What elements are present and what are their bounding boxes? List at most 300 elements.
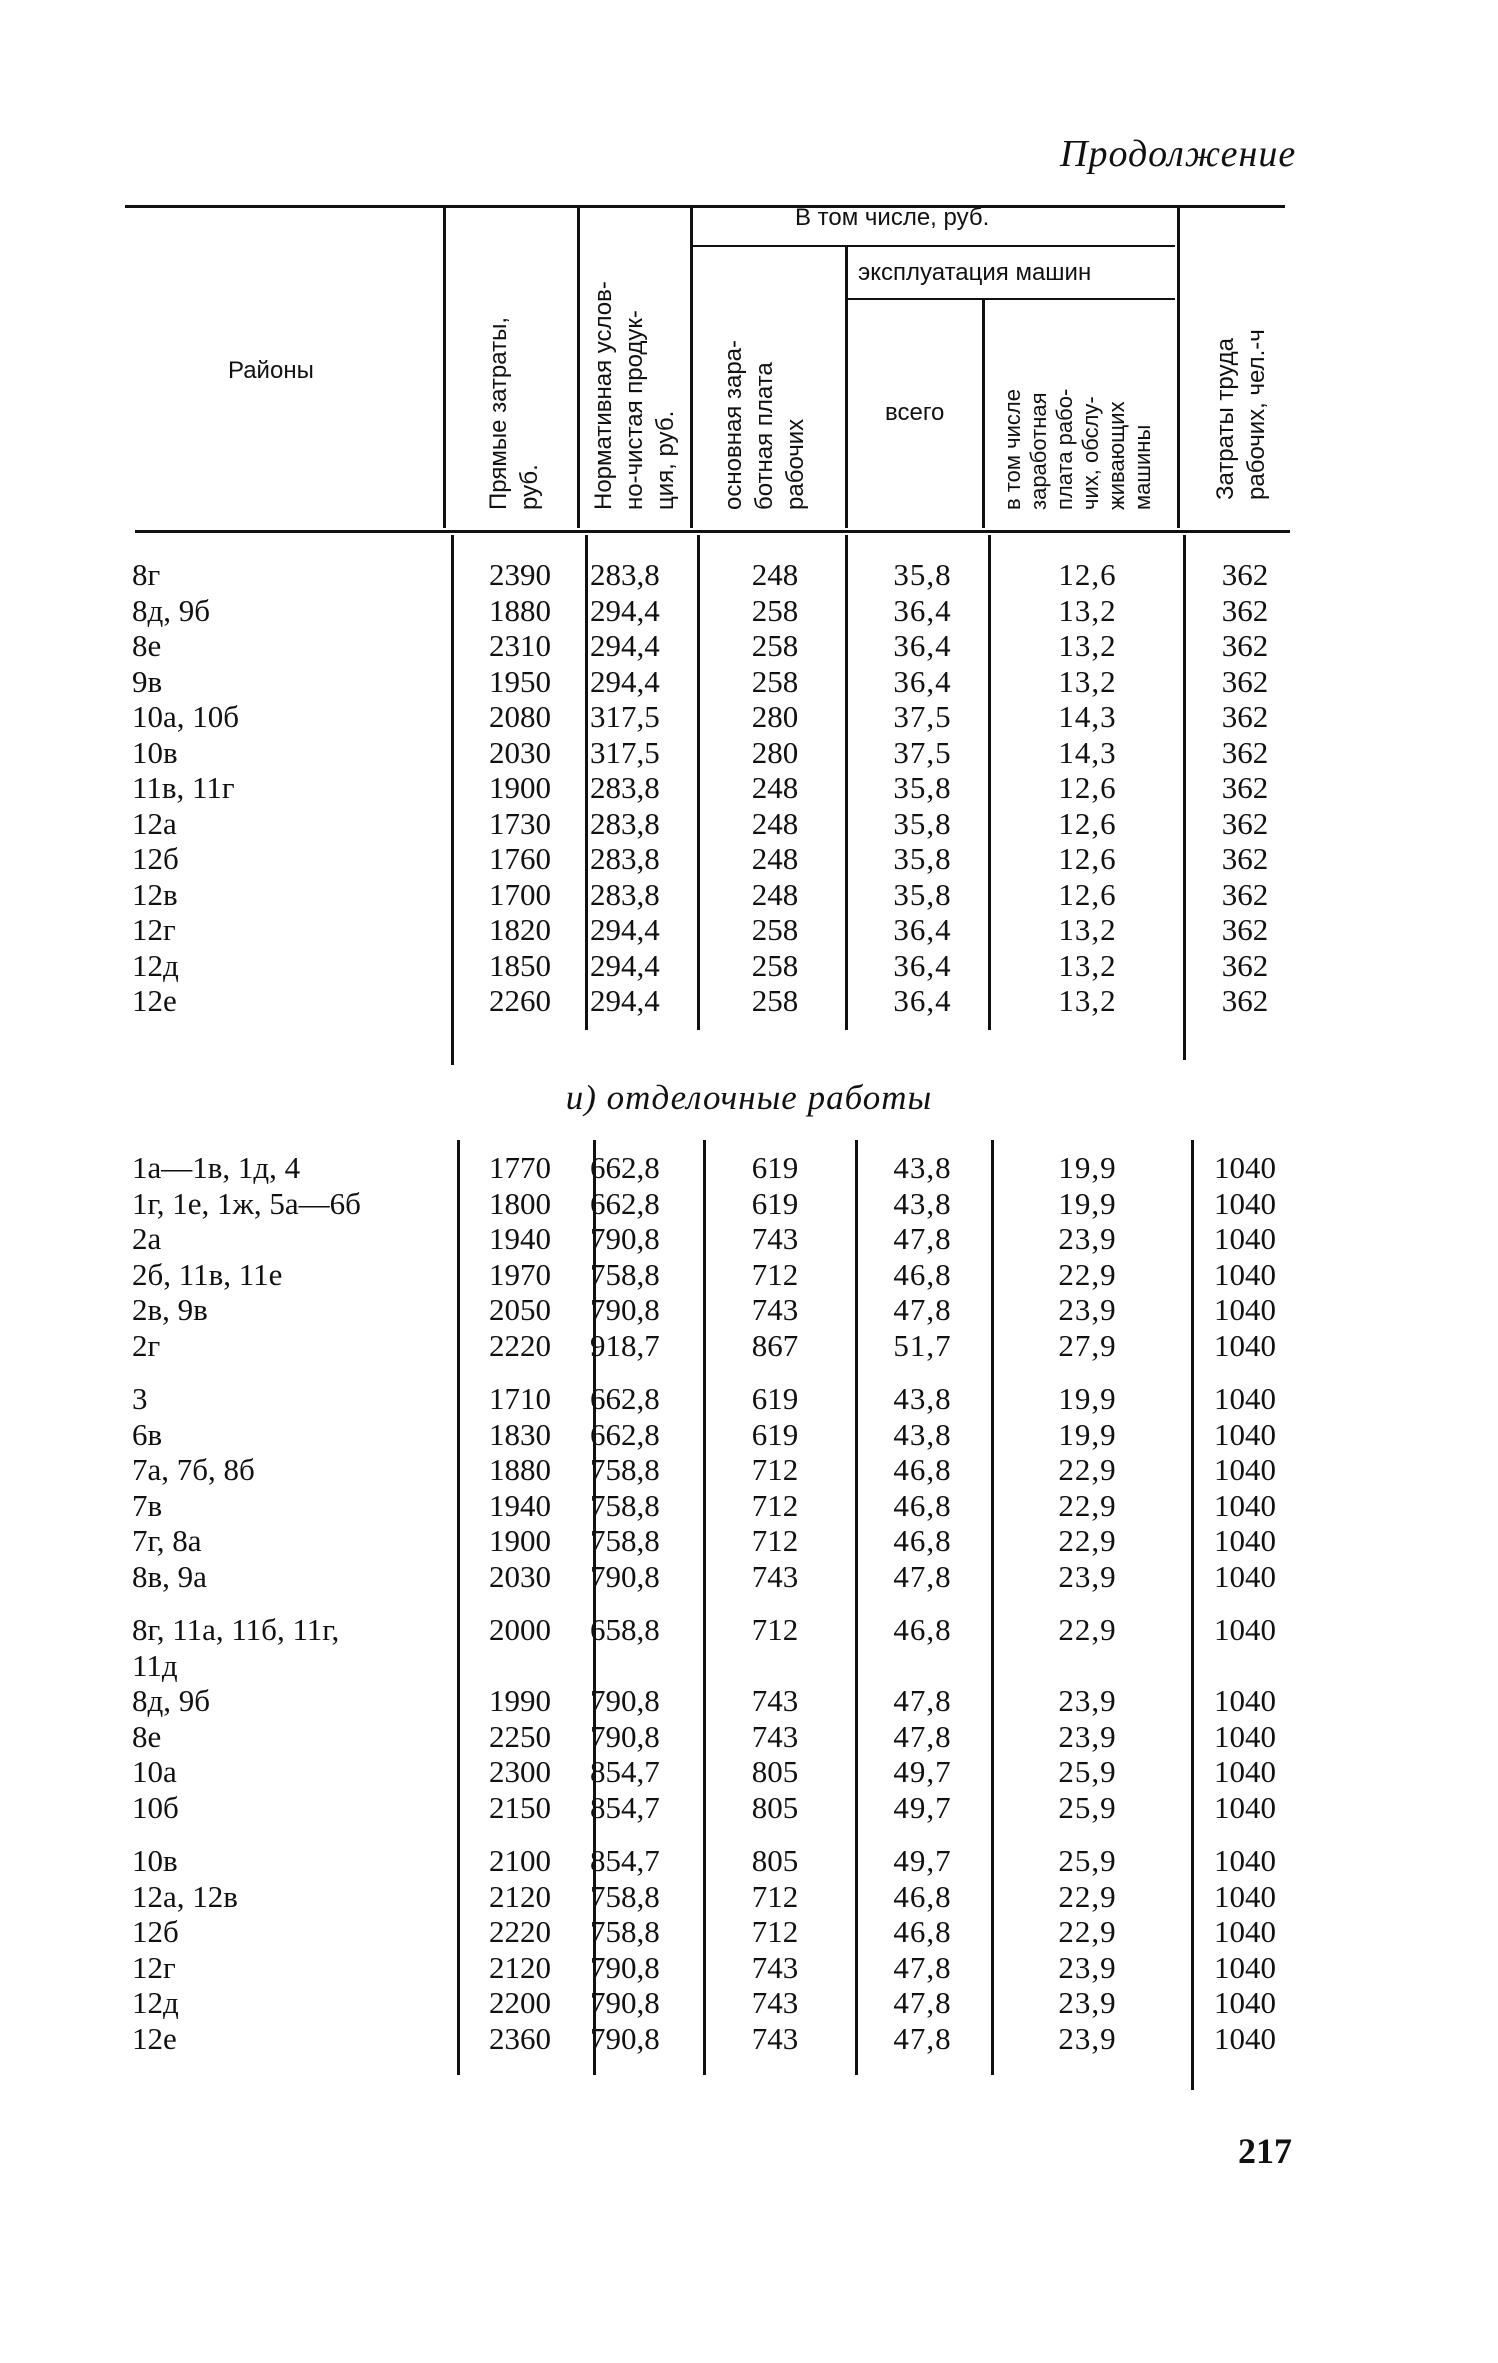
normative-cell: 283,8 (590, 557, 660, 592)
base-wage-cell: 248 (751, 841, 799, 876)
machine-wage-cell: 13,2 (1058, 593, 1117, 628)
direct-costs-cell: 2080 (489, 699, 551, 734)
labor-cell: 1040 (1214, 1559, 1276, 1594)
normative-cell: 658,8 (590, 1612, 660, 1647)
table-row (0, 770, 1498, 805)
header-incl-wage-line-6: машины (1130, 424, 1155, 510)
machine-wage-cell: 23,9 (1058, 1559, 1117, 1594)
machine-wage-cell: 19,9 (1058, 1186, 1117, 1221)
machine-total-cell: 47,8 (893, 1221, 952, 1256)
table-row (0, 1879, 1498, 1914)
district-cell: 11в, 11г (132, 770, 235, 805)
machine-wage-cell: 23,9 (1058, 1985, 1117, 2020)
labor-cell: 362 (1221, 948, 1269, 983)
including-rule (692, 245, 1175, 247)
machine-wage-cell: 22,9 (1058, 1914, 1117, 1949)
machine-total-cell: 47,8 (893, 1985, 952, 2020)
normative-cell: 283,8 (590, 841, 660, 876)
machine-total-cell: 46,8 (893, 1612, 952, 1647)
district-cell: 10в (132, 735, 178, 770)
machine-total-cell: 47,8 (893, 1950, 952, 1985)
header-divider-3 (690, 208, 693, 528)
labor-cell: 1040 (1214, 1150, 1276, 1185)
machine-total-cell: 35,8 (893, 877, 952, 912)
machine-wage-cell: 12,6 (1058, 557, 1117, 592)
direct-costs-cell: 2390 (489, 557, 551, 592)
district-cell: 2б, 11в, 11е (132, 1257, 283, 1292)
machine-total-cell: 46,8 (893, 1879, 952, 1914)
table-row (0, 912, 1498, 947)
machine-wage-cell: 22,9 (1058, 1879, 1117, 1914)
direct-costs-cell: 2120 (489, 1950, 551, 1985)
base-wage-cell: 248 (751, 557, 799, 592)
direct-costs-cell: 1950 (489, 664, 551, 699)
machine-total-cell: 46,8 (893, 1257, 952, 1292)
base-wage-cell: 743 (751, 1683, 799, 1718)
machine-wage-cell: 23,9 (1058, 1221, 1117, 1256)
base-wage-cell: 619 (751, 1186, 799, 1221)
section-title: и) отделочные работы (565, 1078, 933, 1117)
machine-wage-cell: 14,3 (1058, 699, 1117, 734)
direct-costs-cell: 1730 (489, 806, 551, 841)
header-total: всего (885, 399, 945, 426)
district-cell: 6в (132, 1417, 163, 1452)
base-wage-cell: 248 (751, 770, 799, 805)
base-wage-cell: 743 (751, 1985, 799, 2020)
table-row (0, 877, 1498, 912)
machine-wage-cell: 19,9 (1058, 1417, 1117, 1452)
header-normative (588, 281, 681, 510)
machine-total-cell: 49,7 (893, 1790, 952, 1825)
direct-costs-cell: 2030 (489, 1559, 551, 1594)
labor-cell: 362 (1221, 735, 1269, 770)
header-normative-line-2: но-чистая продук- (621, 310, 648, 510)
normative-cell: 662,8 (590, 1150, 660, 1185)
machine-total-cell: 43,8 (893, 1381, 952, 1416)
base-wage-cell: 248 (751, 806, 799, 841)
base-wage-cell: 258 (751, 593, 799, 628)
machine-total-cell: 46,8 (893, 1523, 952, 1558)
machine-total-cell: 37,5 (893, 735, 952, 770)
normative-cell: 283,8 (590, 770, 660, 805)
labor-cell: 362 (1221, 983, 1269, 1018)
machine-total-cell: 35,8 (893, 557, 952, 592)
normative-cell: 283,8 (590, 806, 660, 841)
base-wage-cell: 258 (751, 628, 799, 663)
direct-costs-cell: 2150 (489, 1790, 551, 1825)
table-row (0, 557, 1498, 592)
normative-cell: 790,8 (590, 2021, 660, 2056)
normative-cell: 790,8 (590, 1683, 660, 1718)
base-wage-cell: 712 (751, 1257, 799, 1292)
labor-cell: 1040 (1214, 1488, 1276, 1523)
machine-wage-cell: 22,9 (1058, 1488, 1117, 1523)
normative-cell: 790,8 (590, 1719, 660, 1754)
direct-costs-cell: 1700 (489, 877, 551, 912)
machine-total-cell: 36,4 (893, 628, 952, 663)
machine-wage-cell: 22,9 (1058, 1452, 1117, 1487)
direct-costs-cell: 1990 (489, 1683, 551, 1718)
direct-costs-cell: 1800 (489, 1186, 551, 1221)
header-divider-4 (845, 247, 848, 528)
district-cell: 11д (132, 1648, 178, 1683)
normative-cell: 758,8 (590, 1914, 660, 1949)
base-wage-cell: 258 (751, 983, 799, 1018)
normative-cell: 294,4 (590, 664, 660, 699)
header-labor-line-1: Затраты труда (1212, 337, 1239, 500)
machine-wage-cell: 12,6 (1058, 806, 1117, 841)
normative-cell: 294,4 (590, 948, 660, 983)
normative-cell: 294,4 (590, 983, 660, 1018)
base-wage-cell: 805 (751, 1843, 799, 1878)
machine-total-cell: 36,4 (893, 593, 952, 628)
normative-cell: 790,8 (590, 1292, 660, 1327)
district-cell: 12е (132, 2021, 177, 2056)
district-cell: 10в (132, 1843, 178, 1878)
header-incl-wage-line-1: в том числе (1000, 389, 1025, 510)
labor-cell: 362 (1221, 912, 1269, 947)
header-labor-line-2: рабочих, чел.-ч (1243, 329, 1270, 500)
normative-cell: 854,7 (590, 1790, 660, 1825)
district-cell: 8г, 11а, 11б, 11г, (132, 1612, 340, 1647)
district-cell: 2г (132, 1328, 161, 1363)
base-wage-cell: 280 (751, 735, 799, 770)
machine-wage-cell: 13,2 (1058, 983, 1117, 1018)
direct-costs-cell: 1900 (489, 770, 551, 805)
direct-costs-cell: 2360 (489, 2021, 551, 2056)
machine-total-cell: 36,4 (893, 912, 952, 947)
machine-total-cell: 43,8 (893, 1150, 952, 1185)
base-wage-cell: 712 (751, 1523, 799, 1558)
direct-costs-cell: 1770 (489, 1150, 551, 1185)
header-base-wage-line-1: основная зара- (720, 339, 747, 510)
machine-wage-cell: 25,9 (1058, 1790, 1117, 1825)
machine-wage-cell: 19,9 (1058, 1150, 1117, 1185)
district-cell: 12е (132, 983, 177, 1018)
normative-cell: 283,8 (590, 877, 660, 912)
district-cell: 10а, 10б (132, 699, 240, 734)
header-base-wage (718, 340, 811, 510)
table-row (0, 1612, 1498, 1647)
table-row (0, 983, 1498, 1018)
district-cell: 12д (132, 948, 179, 983)
machine-wage-cell: 22,9 (1058, 1612, 1117, 1647)
normative-cell: 758,8 (590, 1452, 660, 1487)
district-cell: 12а, 12в (132, 1879, 238, 1914)
machine-wage-cell: 27,9 (1058, 1328, 1117, 1363)
machine-wage-cell: 23,9 (1058, 1683, 1117, 1718)
table-row (0, 1719, 1498, 1754)
district-cell: 7а, 7б, 8б (132, 1452, 255, 1487)
table-row (0, 1985, 1498, 2020)
base-wage-cell: 743 (751, 1559, 799, 1594)
direct-costs-cell: 2310 (489, 628, 551, 663)
district-cell: 12г (132, 1950, 176, 1985)
direct-costs-cell: 1880 (489, 1452, 551, 1487)
machine-total-cell: 35,8 (893, 770, 952, 805)
normative-cell: 854,7 (590, 1754, 660, 1789)
district-cell: 9в (132, 664, 163, 699)
header-district: Районы (228, 357, 314, 384)
page-number: 217 (1238, 2131, 1292, 2171)
direct-costs-cell: 2250 (489, 1719, 551, 1754)
table-row (0, 1648, 1498, 1683)
machine-total-cell: 47,8 (893, 1683, 952, 1718)
direct-costs-cell: 2030 (489, 735, 551, 770)
header-normative-line-1: Нормативная услов- (590, 281, 617, 510)
direct-costs-cell: 2000 (489, 1612, 551, 1647)
machine-wage-cell: 12,6 (1058, 841, 1117, 876)
table-row (0, 1790, 1498, 1825)
machine-wage-cell: 22,9 (1058, 1257, 1117, 1292)
machine-wage-cell: 13,2 (1058, 664, 1117, 699)
district-cell: 8в, 9а (132, 1559, 207, 1594)
direct-costs-cell: 1940 (489, 1488, 551, 1523)
header-incl-wage-line-5: живающих (1104, 401, 1129, 510)
machine-wage-cell: 22,9 (1058, 1523, 1117, 1558)
district-cell: 10б (132, 1790, 179, 1825)
table-row (0, 1754, 1498, 1789)
district-cell: 8е (132, 628, 162, 663)
labor-cell: 1040 (1214, 1843, 1276, 1878)
direct-costs-cell: 2220 (489, 1328, 551, 1363)
normative-cell: 758,8 (590, 1257, 660, 1292)
table-row (0, 1292, 1498, 1327)
table-row (0, 2021, 1498, 2056)
labor-cell: 1040 (1214, 1452, 1276, 1487)
labor-cell: 362 (1221, 877, 1269, 912)
district-cell: 12б (132, 841, 179, 876)
machine-wage-cell: 23,9 (1058, 1292, 1117, 1327)
normative-cell: 918,7 (590, 1328, 660, 1363)
base-wage-cell: 743 (751, 1950, 799, 1985)
base-wage-cell: 619 (751, 1381, 799, 1416)
table-row (0, 593, 1498, 628)
base-wage-cell: 280 (751, 699, 799, 734)
labor-cell: 1040 (1214, 1950, 1276, 1985)
machine-total-cell: 36,4 (893, 664, 952, 699)
labor-cell: 1040 (1214, 1523, 1276, 1558)
labor-cell: 1040 (1214, 1257, 1276, 1292)
normative-cell: 758,8 (590, 1488, 660, 1523)
labor-cell: 362 (1221, 664, 1269, 699)
normative-cell: 294,4 (590, 628, 660, 663)
direct-costs-cell: 2300 (489, 1754, 551, 1789)
normative-cell: 662,8 (590, 1186, 660, 1221)
district-cell: 8г (132, 557, 161, 592)
direct-costs-cell: 1880 (489, 593, 551, 628)
machine-wage-cell: 25,9 (1058, 1754, 1117, 1789)
base-wage-cell: 743 (751, 1719, 799, 1754)
base-wage-cell: 712 (751, 1452, 799, 1487)
machine-total-cell: 49,7 (893, 1754, 952, 1789)
district-cell: 1а—1в, 1д, 4 (132, 1150, 301, 1185)
district-cell: 12а (132, 806, 177, 841)
table-row (0, 1914, 1498, 1949)
table-row (0, 948, 1498, 983)
machine-total-cell: 47,8 (893, 2021, 952, 2056)
header-top-rule (125, 205, 1285, 208)
labor-cell: 1040 (1214, 1879, 1276, 1914)
header-incl-wage-line-2: заработная (1026, 392, 1051, 510)
machine-wage-cell: 13,2 (1058, 948, 1117, 983)
machine-total-cell: 47,8 (893, 1559, 952, 1594)
table-row (0, 1257, 1498, 1292)
base-wage-cell: 712 (751, 1914, 799, 1949)
header-divider-5 (982, 300, 985, 528)
direct-costs-cell: 2050 (489, 1292, 551, 1327)
machine-wage-cell: 23,9 (1058, 1950, 1117, 1985)
direct-costs-cell: 2260 (489, 983, 551, 1018)
machine-wage-cell: 19,9 (1058, 1381, 1117, 1416)
direct-costs-cell: 1760 (489, 841, 551, 876)
district-cell: 12в (132, 877, 178, 912)
header-base-wage-line-2: ботная плата (751, 362, 778, 510)
base-wage-cell: 258 (751, 912, 799, 947)
header-incl-wage (1000, 389, 1156, 510)
normative-cell: 662,8 (590, 1381, 660, 1416)
normative-cell: 790,8 (590, 1985, 660, 2020)
machine-total-cell: 43,8 (893, 1186, 952, 1221)
base-wage-cell: 619 (751, 1150, 799, 1185)
machine-total-cell: 35,8 (893, 806, 952, 841)
normative-cell: 317,5 (590, 735, 660, 770)
machine-total-cell: 47,8 (893, 1292, 952, 1327)
base-wage-cell: 248 (751, 877, 799, 912)
machine-total-cell: 49,7 (893, 1843, 952, 1878)
labor-cell: 1040 (1214, 1790, 1276, 1825)
table-row (0, 1381, 1498, 1416)
base-wage-cell: 805 (751, 1754, 799, 1789)
direct-costs-cell: 2100 (489, 1843, 551, 1878)
district-cell: 7г, 8а (132, 1523, 202, 1558)
district-cell: 12д (132, 1985, 179, 2020)
labor-cell: 1040 (1214, 1985, 1276, 2020)
district-cell: 2в, 9в (132, 1292, 208, 1327)
table-row (0, 806, 1498, 841)
labor-cell: 362 (1221, 699, 1269, 734)
machine-wage-cell: 12,6 (1058, 877, 1117, 912)
header-base-wage-line-3: рабочих (782, 418, 809, 510)
labor-cell: 362 (1221, 806, 1269, 841)
table-row (0, 1417, 1498, 1452)
header-normative-line-3: ция, руб. (652, 410, 679, 510)
table-row (0, 1452, 1498, 1487)
base-wage-cell: 743 (751, 2021, 799, 2056)
machine-wage-cell: 23,9 (1058, 1719, 1117, 1754)
header-divider-6 (1177, 208, 1180, 528)
table-row (0, 735, 1498, 770)
base-wage-cell: 743 (751, 1292, 799, 1327)
machine-wage-cell: 23,9 (1058, 2021, 1117, 2056)
header-divider-1 (443, 208, 446, 528)
machine-wage-cell: 12,6 (1058, 770, 1117, 805)
table-row (0, 1559, 1498, 1594)
table-row (0, 1221, 1498, 1256)
labor-cell: 1040 (1214, 1186, 1276, 1221)
direct-costs-cell: 1850 (489, 948, 551, 983)
district-cell: 10а (132, 1754, 177, 1789)
table-row (0, 699, 1498, 734)
labor-cell: 1040 (1214, 1914, 1276, 1949)
machine-total-cell: 37,5 (893, 699, 952, 734)
table-row (0, 1523, 1498, 1558)
labor-cell: 1040 (1214, 1719, 1276, 1754)
machine-total-cell: 47,8 (893, 1719, 952, 1754)
table-row (0, 1150, 1498, 1185)
base-wage-cell: 258 (751, 664, 799, 699)
normative-cell: 790,8 (590, 1950, 660, 1985)
labor-cell: 362 (1221, 557, 1269, 592)
machine-total-cell: 46,8 (893, 1488, 952, 1523)
district-cell: 2а (132, 1221, 162, 1256)
table-row (0, 1186, 1498, 1221)
header-incl-wage-line-4: чих, обслу- (1078, 396, 1103, 510)
header-bottom-rule (135, 530, 1290, 533)
header-divider-2 (577, 208, 580, 528)
machine-wage-cell: 25,9 (1058, 1843, 1117, 1878)
direct-costs-cell: 2120 (489, 1879, 551, 1914)
normative-cell: 790,8 (590, 1221, 660, 1256)
normative-cell: 294,4 (590, 912, 660, 947)
labor-cell: 1040 (1214, 1221, 1276, 1256)
direct-costs-cell: 1940 (489, 1221, 551, 1256)
direct-costs-cell: 1710 (489, 1381, 551, 1416)
base-wage-cell: 619 (751, 1417, 799, 1452)
table-row (0, 1950, 1498, 1985)
base-wage-cell: 258 (751, 948, 799, 983)
header-labor (1210, 329, 1272, 500)
district-cell: 12б (132, 1914, 179, 1949)
continued-label: Продолжение (1060, 133, 1297, 175)
labor-cell: 1040 (1214, 1754, 1276, 1789)
direct-costs-cell: 1830 (489, 1417, 551, 1452)
labor-cell: 1040 (1214, 2021, 1276, 2056)
machine-total-cell: 36,4 (893, 948, 952, 983)
base-wage-cell: 867 (751, 1328, 799, 1363)
direct-costs-cell: 1820 (489, 912, 551, 947)
labor-cell: 1040 (1214, 1292, 1276, 1327)
direct-costs-cell: 1970 (489, 1257, 551, 1292)
normative-cell: 758,8 (590, 1879, 660, 1914)
machine-total-cell: 36,4 (893, 983, 952, 1018)
table-row (0, 1683, 1498, 1718)
district-cell: 8д, 9б (132, 593, 211, 628)
normative-cell: 790,8 (590, 1559, 660, 1594)
base-wage-cell: 743 (751, 1221, 799, 1256)
labor-cell: 362 (1221, 593, 1269, 628)
base-wage-cell: 712 (751, 1879, 799, 1914)
district-cell: 8д, 9б (132, 1683, 211, 1718)
machine-wage-cell: 13,2 (1058, 912, 1117, 947)
direct-costs-cell: 1900 (489, 1523, 551, 1558)
labor-cell: 1040 (1214, 1683, 1276, 1718)
normative-cell: 317,5 (590, 699, 660, 734)
district-cell: 1г, 1е, 1ж, 5а—6б (132, 1186, 361, 1221)
base-wage-cell: 712 (751, 1488, 799, 1523)
table-row (0, 1328, 1498, 1363)
machine-total-cell: 46,8 (893, 1914, 952, 1949)
machine-wage-cell: 14,3 (1058, 735, 1117, 770)
labor-cell: 1040 (1214, 1417, 1276, 1452)
district-cell: 3 (132, 1381, 148, 1416)
normative-cell: 854,7 (590, 1843, 660, 1878)
table-row (0, 1488, 1498, 1523)
direct-costs-cell: 2200 (489, 1985, 551, 2020)
labor-cell: 1040 (1214, 1612, 1276, 1647)
machine-wage-cell: 13,2 (1058, 628, 1117, 663)
header-machine-operation: эксплуатация машин (858, 259, 1092, 286)
